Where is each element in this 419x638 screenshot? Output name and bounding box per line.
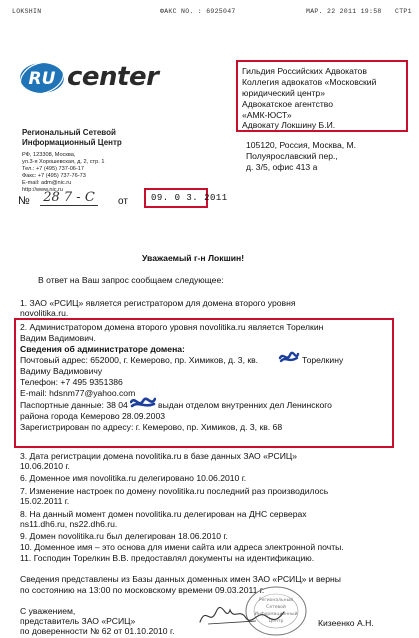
item-10: 10. Доменное имя – это основа для имени сайта или адреса электронной почты. [20,542,344,552]
handwritten-signature-icon [196,600,286,630]
sender-contact-2: ул.3-я Хорошевская, д. 2, стр. 1 [22,159,105,165]
signature-line-3: по доверенности № 62 от 01.10.2010 г. [20,626,175,636]
sender-contact-6: http://www.nic.ru [22,187,64,193]
item-6: 6. Доменное имя novolitika.ru делегировано 10.06.2010 г. [20,473,247,483]
item-2-line-4: Почтовый адрес: 652000, г. Кемерово, пр. Химиков, д. 3, кв. [20,355,259,365]
fax-number: ФАКС NO. : 6925047 [160,8,236,15]
reference-number-value: 28 7 - С [40,190,98,206]
stamp-text-1: Региональный [258,598,294,603]
stamp-text-4: Центр [268,619,284,624]
logo-ru-text: RU [28,69,56,89]
item-7-line-2: 15.02.2011 г. [20,496,70,506]
signature-line-1: С уважением, [20,606,76,616]
recipient-line-2: Коллегия адвокатов «Московский [242,77,377,87]
recipient-line-6: Адвокату Локшину Б.И. [242,120,336,130]
recipient-line-4: Адвокатское агентство [242,99,334,109]
stamp-text-2: Сетевой [266,605,286,610]
item-1-line-1: 1. ЗАО «РСИЦ» является регистратором для домена второго уровня [20,298,296,308]
item-2-line-12: Зарегистрирован по адресу: г. Кемерово, пр. Химиков, д. 3, кв. 68 [20,422,283,432]
greeting: Уважаемый г-н Локшин! [142,253,245,263]
recipient-line-1: Гильдия Российских Адвокатов [242,66,367,76]
item-11: 11. Господин Торелкин В.В. предоставлял документы на идентификацию. [20,553,315,563]
recipient-address-2: Полуярославский пер., [246,151,338,161]
item-3-line-1: 3. Дата регистрации домена novolitika.ru в базе данных ЗАО «РСИЦ» [20,451,298,461]
recipient-line-5: «АМК-ЮСТ» [242,110,292,120]
sender-contact-3: Тел.: +7 (495) 737-06-17 [22,166,85,172]
item-2-line-10: выдан отделом внутренних дел Ленинского [158,400,332,410]
reference-date-value: 09. 0 3. 2011 [151,193,228,203]
sender-contact-1: РФ, 123308, Москва, [22,152,76,158]
recipient-address-3: д. 3/5, офис 413 а [246,162,318,172]
closing-note-line-2: по состоянию на 13:00 по московскому времени 09.03.2011 г. [20,585,265,595]
sender-org-line-2: Информационный Центр [22,138,122,147]
item-3-line-2: 10.06.2010 г. [20,461,70,471]
redaction-scribble-icon [278,350,300,364]
stamp-text-3: Информационный [254,612,298,617]
item-8-line-2: ns11.dh6.ru, ns22.dh6.ru. [20,519,118,529]
item-2-line-3: Сведения об администраторе домена: [20,344,185,354]
closing-note-line-1: Сведения представлены из Базы данных доменных имен ЗАО «РСИЦ» и верны [20,574,341,584]
sender-org-line-1: Региональный Сетевой [22,128,116,137]
item-2-line-9: Паспортные данные: 38 04 [20,400,128,410]
sender-contact-5: E-mail: adm@nic.ru [22,180,72,186]
sender-contact-4: Факс: +7 (495) 737-76-73 [22,173,86,179]
fax-page: CTP1 [395,8,412,15]
recipient-line-3: юридический центр» [242,88,325,98]
logo-name: center [67,62,159,92]
item-8-line-1: 8. На данный момент домен novolitika.ru делегирован на ДНС серверах [20,509,307,519]
reference-number-label: № [18,195,30,207]
signatory-name: Кизеенко А.Н. [318,618,374,628]
recipient-address-1: 105120, Россия, Москва, М. [246,140,357,150]
redaction-scribble-icon [130,395,156,409]
item-2-line-6: Вадиму Вадимовичу [20,366,103,376]
item-9: 9. Домен novolitika.ru был делегирован 18.06.2010 г. [20,531,228,541]
item-1-line-2: novolitika.ru. [20,308,69,318]
item-7-line-1: 7. Изменение настроек по домену novolitika.ru последний раз производилось [20,486,329,496]
letter-intro: В ответ на Ваш запрос сообщаем следующее: [38,275,224,285]
item-2-line-8: E-mail: hdsnm77@yahoo.com [20,388,136,398]
ru-center-logo-icon [18,60,66,96]
item-2-line-7: Телефон: +7 495 9351386 [20,377,123,387]
item-2-line-11: района города Кемерово 28.09.2003 [20,411,166,421]
fax-sender: LOKSHIN [12,8,42,15]
item-2-line-2: Вадим Вадимович. [20,333,96,343]
reference-date-label: от [118,196,128,207]
fax-datetime: MAP. 22 2011 19:58 [306,8,382,15]
signature-line-2: представитель ЗАО «РСИЦ» [20,616,136,626]
item-2-line-5: Торелкину [302,355,344,365]
item-2-line-1: 2. Администратором домена второго уровня novolitika.ru является Торелкин [20,322,324,332]
